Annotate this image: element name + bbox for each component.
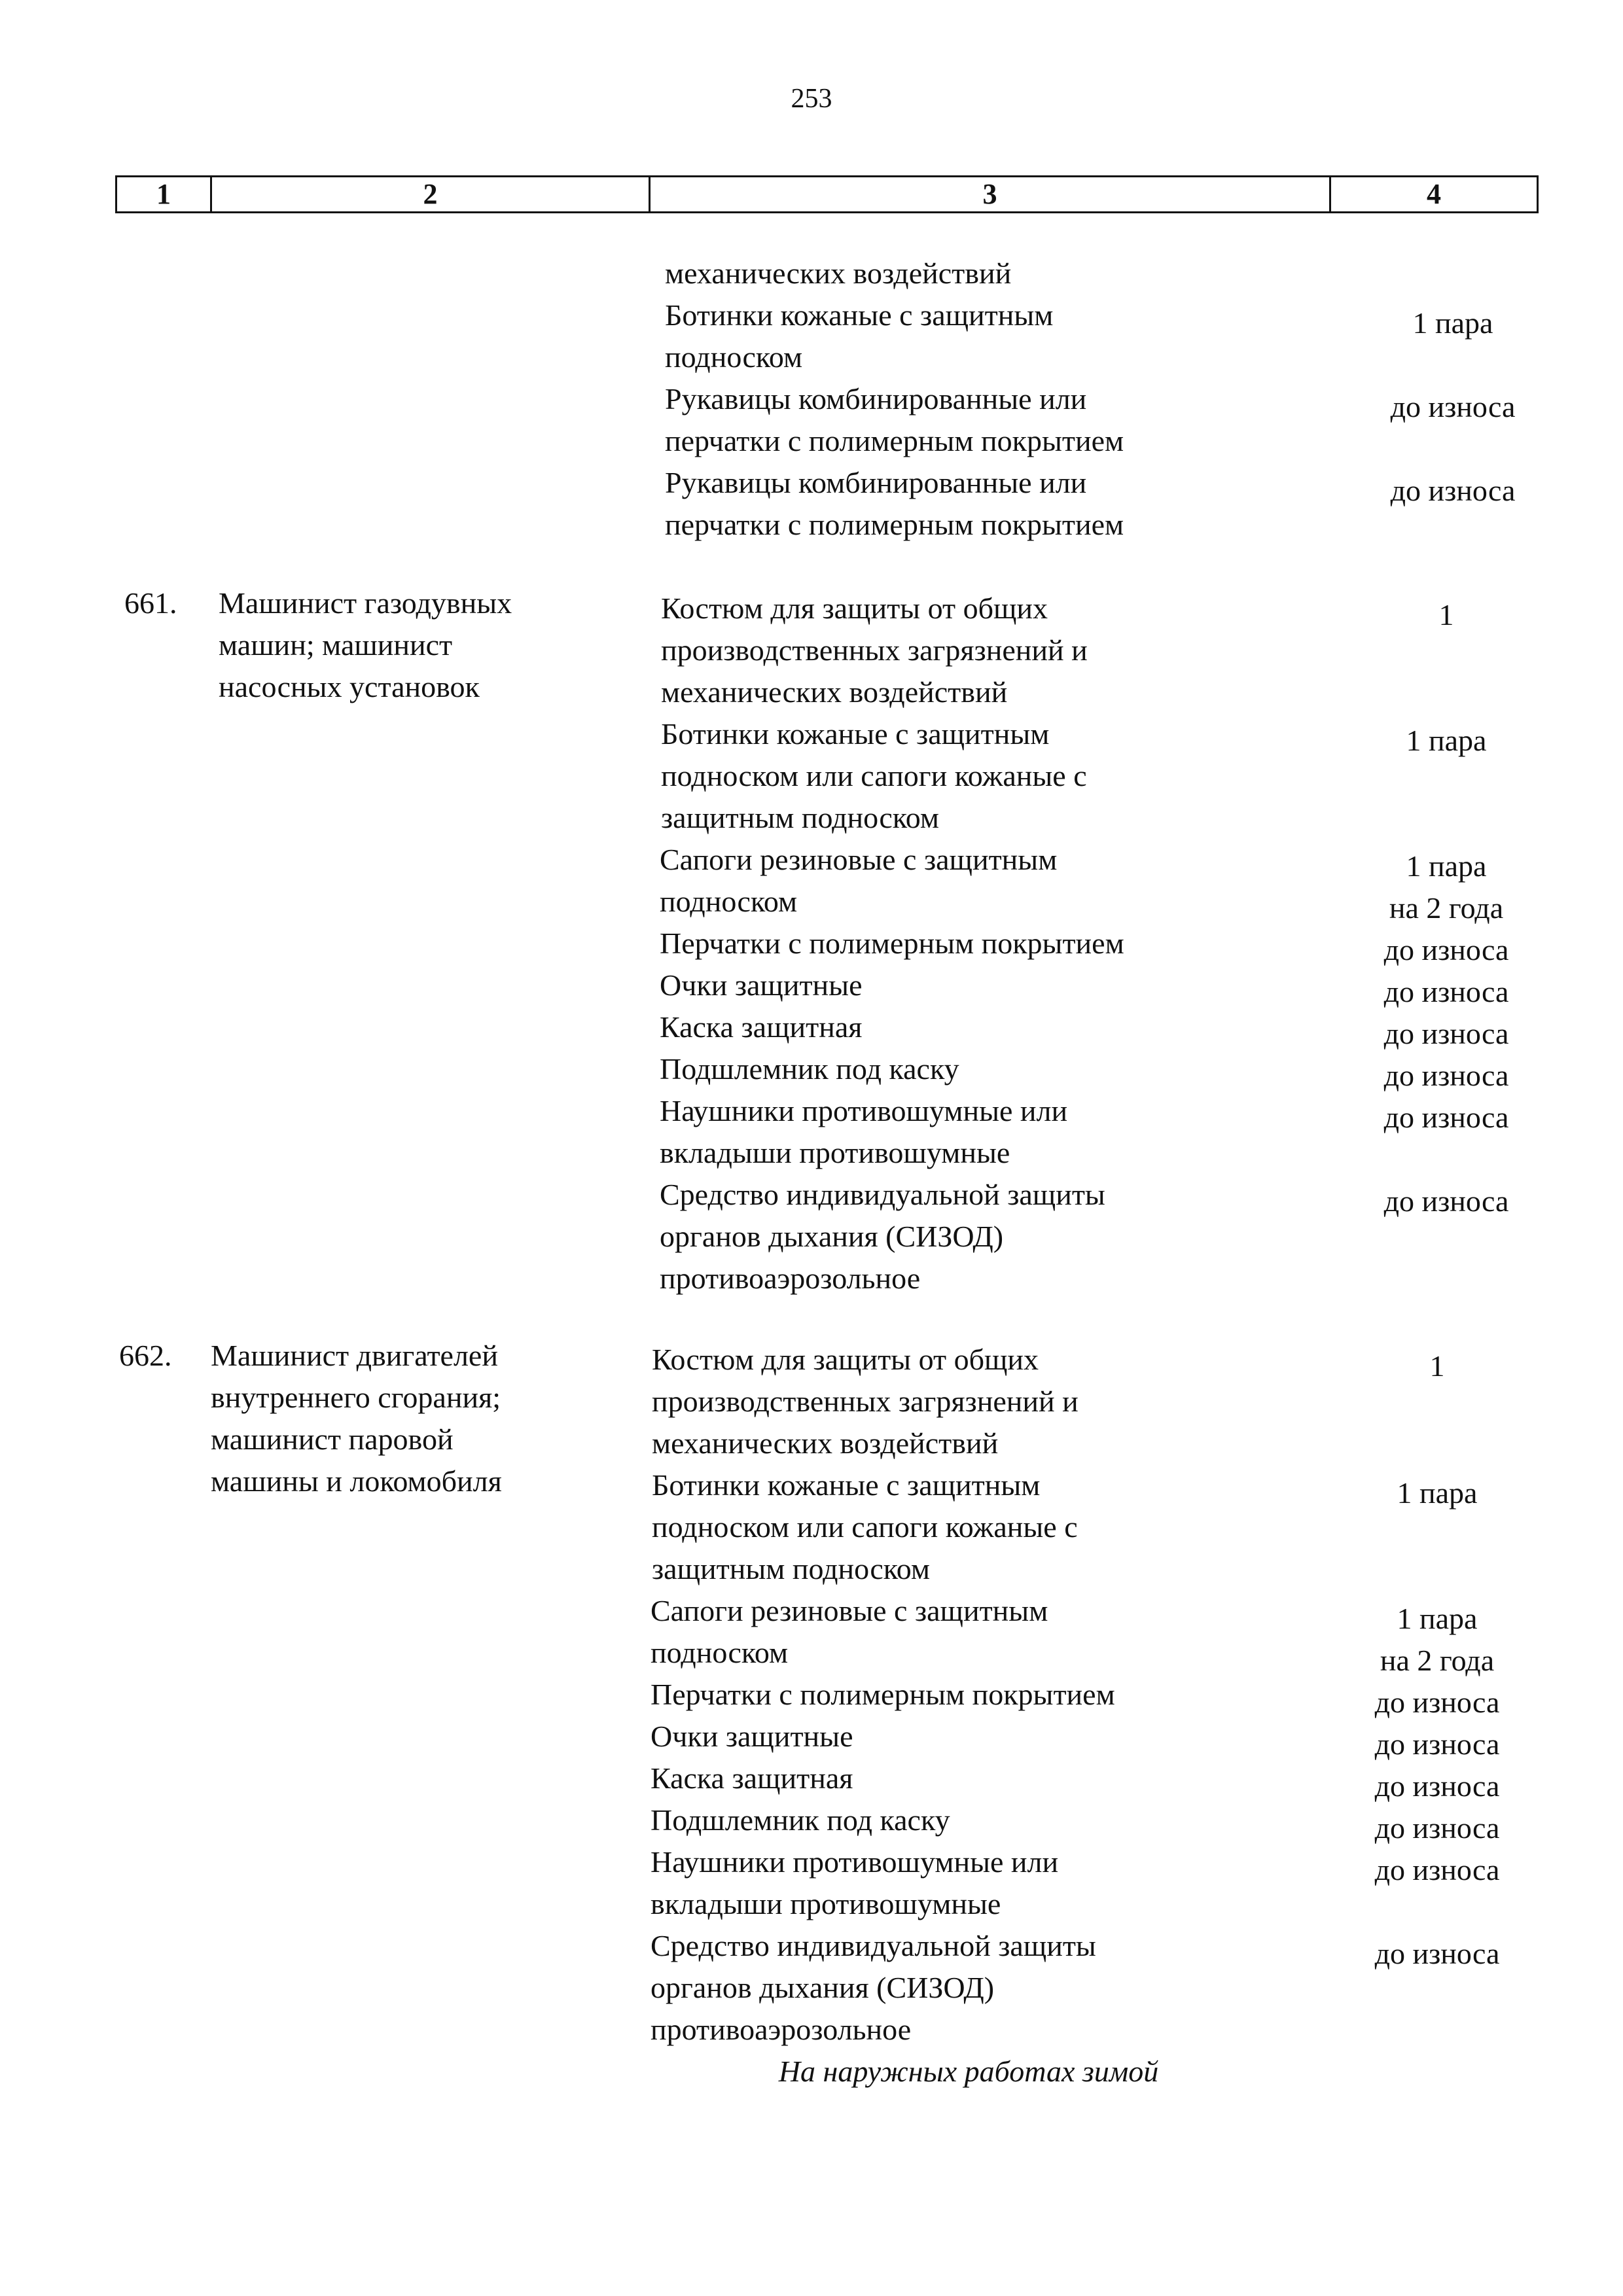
ppe-qty	[1319, 1807, 1555, 1849]
ppe-qty	[1329, 1097, 1564, 1139]
qty-line: 1 пара	[1412, 306, 1493, 340]
qty-line: 1	[1429, 1349, 1445, 1383]
item-line: Сапоги резиновые с защитным	[651, 1594, 1048, 1627]
ppe-qty	[1319, 1598, 1555, 1682]
item-line: Наушники противошумные или	[651, 1845, 1059, 1879]
item-line: подноском	[651, 1636, 789, 1669]
item-line: противоаэрозольное	[651, 2013, 912, 2046]
qty-line: до износа	[1374, 1811, 1500, 1845]
item-line: подноском или сапоги кожаные с	[652, 1510, 1078, 1544]
ppe-item	[651, 1590, 1279, 1674]
ppe-item	[651, 1841, 1279, 1925]
item-line: Сапоги резиновые с защитным	[660, 843, 1058, 876]
qty-line: 1	[1438, 598, 1454, 631]
item-line: подноском	[665, 340, 803, 374]
profession-name	[211, 1335, 603, 1502]
ppe-qty	[1329, 929, 1564, 971]
item-line: производственных загрязнений и	[652, 1385, 1079, 1418]
item-line: защитным подноском	[652, 1552, 930, 1585]
continued-item	[665, 294, 1293, 378]
continued-item	[665, 378, 1293, 462]
qty-line: до износа	[1383, 1017, 1509, 1050]
item-line: механических воздействий	[665, 256, 1012, 290]
ppe-item	[661, 588, 1289, 713]
profession-name	[219, 582, 611, 708]
item-line: подноском или сапоги кожаные с	[661, 759, 1087, 792]
qty-line: 1 пара	[1406, 724, 1487, 757]
qty-line: до износа	[1374, 1769, 1500, 1803]
ppe-qty	[1319, 1723, 1555, 1765]
item-line: перчатки с полимерным покрытием	[665, 424, 1124, 457]
item-line: Ботинки кожаные с защитным	[661, 717, 1050, 751]
continued-qty	[1335, 386, 1571, 428]
item-line: Рукавицы комбинированные или	[665, 466, 1087, 499]
item-line: Очки защитные	[660, 968, 863, 1002]
qty-line: 1 пара	[1397, 1476, 1478, 1510]
profession-line: Машинист газодувных	[219, 586, 512, 620]
ppe-qty	[1329, 845, 1564, 929]
ppe-item	[660, 923, 1288, 964]
section-note: На наружных работах зимой	[778, 2055, 1159, 2088]
header-col-1: 1	[117, 177, 212, 211]
qty-line: 1 пара	[1406, 849, 1487, 883]
ppe-qty	[1329, 594, 1564, 636]
ppe-qty	[1319, 1765, 1555, 1807]
continued-item	[665, 462, 1293, 546]
item-line: подноском	[660, 885, 798, 918]
qty-line: 1 пара	[1397, 1602, 1478, 1635]
ppe-item	[660, 839, 1288, 923]
item-line: Наушники противошумные или	[660, 1094, 1068, 1127]
ppe-item	[651, 1674, 1279, 1716]
ppe-item	[651, 1799, 1279, 1841]
profession-line: машинист паровой	[211, 1422, 454, 1456]
header-col-3: 3	[651, 177, 1331, 211]
ppe-item	[660, 1006, 1288, 1048]
item-line: вкладыши противошумные	[651, 1887, 1001, 1920]
ppe-qty	[1329, 1055, 1564, 1097]
ppe-qty	[1319, 1933, 1555, 1975]
item-line: Костюм для защиты от общих	[661, 592, 1048, 625]
ppe-item	[660, 1048, 1288, 1090]
ppe-qty	[1319, 1345, 1555, 1387]
item-line: Средство индивидуальной защиты	[651, 1929, 1096, 1962]
profession-line: Машинист двигателей	[211, 1339, 498, 1372]
item-line: Костюм для защиты от общих	[652, 1343, 1039, 1376]
item-line: механических воздействий	[652, 1426, 999, 1460]
item-line: органов дыхания (СИЗОД)	[651, 1971, 995, 2004]
profession-line: насосных установок	[219, 670, 480, 703]
header-col-4: 4	[1427, 178, 1441, 210]
item-line: Подшлемник под каску	[651, 1803, 950, 1837]
item-line: Каска защитная	[660, 1010, 863, 1044]
item-line: защитным подноском	[661, 801, 939, 834]
item-line: производственных загрязнений и	[661, 633, 1088, 667]
ppe-item	[652, 1339, 1280, 1464]
ppe-qty	[1329, 1180, 1564, 1222]
qty-line: до износа	[1383, 1184, 1509, 1218]
ppe-item	[651, 1716, 1279, 1757]
continued-qty	[1335, 302, 1571, 344]
item-line: Подшлемник под каску	[660, 1052, 959, 1086]
qty-line: до износа	[1374, 1853, 1500, 1886]
ppe-item	[660, 1090, 1288, 1174]
item-line: Очки защитные	[651, 1720, 853, 1753]
item-line: Перчатки с полимерным покрытием	[660, 927, 1124, 960]
continued-item	[665, 253, 1293, 294]
ppe-item	[652, 1464, 1280, 1590]
qty-line: до износа	[1374, 1686, 1500, 1719]
item-line: Каска защитная	[651, 1761, 853, 1795]
ppe-item	[661, 713, 1289, 839]
qty-line: до износа	[1390, 474, 1516, 507]
table-header	[115, 175, 1539, 213]
ppe-item	[651, 1925, 1279, 2051]
ppe-qty	[1319, 1849, 1555, 1891]
entry-number: 662.	[119, 1339, 172, 1372]
item-line: Перчатки с полимерным покрытием	[651, 1678, 1115, 1711]
page-number: 253	[791, 84, 832, 114]
ppe-qty	[1329, 720, 1564, 762]
ppe-item	[651, 1757, 1279, 1799]
qty-line: до износа	[1383, 1059, 1509, 1092]
item-line: Ботинки кожаные с защитным	[665, 298, 1054, 332]
entry-number: 661.	[124, 586, 177, 620]
qty-line: до износа	[1383, 975, 1509, 1008]
qty-line: до износа	[1383, 1101, 1509, 1134]
ppe-qty	[1329, 971, 1564, 1013]
qty-line: до износа	[1383, 933, 1509, 966]
qty-line: до износа	[1374, 1937, 1500, 1970]
item-line: Средство индивидуальной защиты	[660, 1178, 1105, 1211]
item-line: механических воздействий	[661, 675, 1008, 709]
item-line: Рукавицы комбинированные или	[665, 382, 1087, 415]
profession-line: машин; машинист	[219, 628, 453, 662]
item-line: органов дыхания (СИЗОД)	[660, 1220, 1004, 1253]
ppe-item	[660, 1174, 1288, 1299]
item-line: Ботинки кожаные с защитным	[652, 1468, 1041, 1502]
ppe-item	[660, 964, 1288, 1006]
continued-qty	[1335, 470, 1571, 512]
item-line: противоаэрозольное	[660, 1262, 921, 1295]
qty-line: на 2 года	[1389, 891, 1504, 925]
profession-line: внутреннего сгорания;	[211, 1381, 501, 1414]
qty-line: на 2 года	[1380, 1644, 1495, 1677]
item-line: вкладыши противошумные	[660, 1136, 1010, 1169]
qty-line: до износа	[1374, 1727, 1500, 1761]
qty-line: до износа	[1390, 390, 1516, 423]
profession-line: машины и локомобиля	[211, 1464, 502, 1498]
ppe-qty	[1319, 1682, 1555, 1723]
ppe-qty	[1319, 1472, 1555, 1514]
header-col-2: 2	[212, 177, 651, 211]
item-line: перчатки с полимерным покрытием	[665, 508, 1124, 541]
ppe-qty	[1329, 1013, 1564, 1055]
